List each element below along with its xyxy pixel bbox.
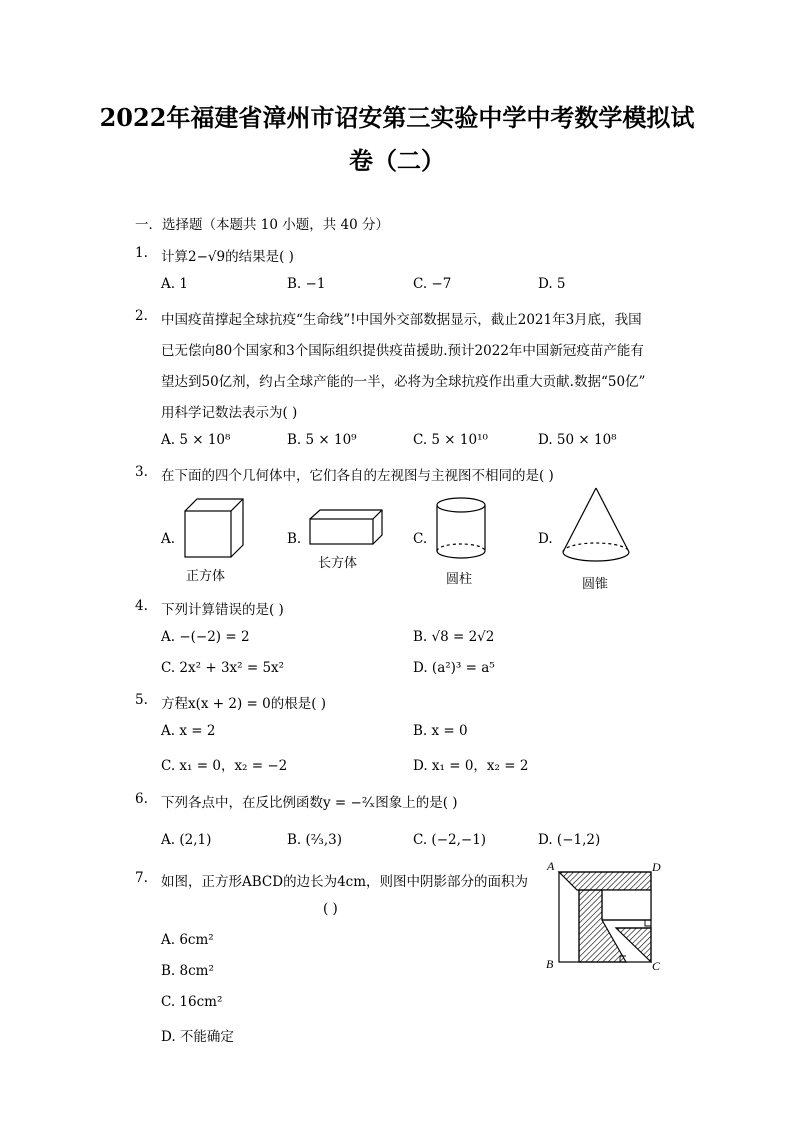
q7-option-b: B. 8cm² xyxy=(161,963,214,979)
square-abcd-figure xyxy=(542,858,668,974)
doc-title-line2: 卷（二） xyxy=(349,146,445,175)
doc-title-line1: 2022年福建省漳州市诏安第三实验中学中考数学模拟试 xyxy=(99,103,695,132)
section-heading: 一．选择题（本题共 10 小题，共 40 分） xyxy=(135,217,390,233)
vertex-label-d: D xyxy=(652,860,661,874)
q4-option-c: C. 2x² + 3x² = 5x² xyxy=(161,660,285,676)
cuboid-label: 长方体 xyxy=(318,556,358,571)
q5-option-b: B. x = 0 xyxy=(413,723,468,739)
q4-option-a: A. −(−2) = 2 xyxy=(161,629,250,645)
q5-option-d: D. x₁ = 0，x₂ = 2 xyxy=(413,758,529,774)
q3-option-a: A. xyxy=(161,531,176,547)
q4-stem: 下列计算错误的是( ) xyxy=(161,602,284,618)
cone-figure xyxy=(560,486,632,568)
q5-option-c: C. x₁ = 0，x₂ = −2 xyxy=(161,758,288,774)
q3-option-b: B. xyxy=(287,531,302,547)
q7-stem-line2: ( ) xyxy=(323,901,338,917)
q4-option-d: D. (a²)³ = a⁵ xyxy=(413,660,495,676)
cuboid-figure xyxy=(308,508,384,546)
q1-option-c: C. −7 xyxy=(413,276,452,292)
q1-option-d: D. 5 xyxy=(538,276,566,292)
q6-number: 6. xyxy=(135,791,148,807)
cube-figure xyxy=(183,497,247,561)
cube-label: 正方体 xyxy=(186,569,226,584)
cylinder-label: 圆柱 xyxy=(446,572,473,587)
q3-stem: 在下面的四个几何体中，它们各自的左视图与主视图不相同的是( ) xyxy=(161,468,554,484)
vertex-label-b: B xyxy=(546,957,554,971)
q2-stem-line2: 已无偿向80个国家和3个国际组织提供疫苗援助.预计2022年中国新冠疫苗产能有 xyxy=(161,343,644,359)
q7-option-a: A. 6cm² xyxy=(161,932,214,948)
q2-number: 2. xyxy=(135,308,148,324)
q7-option-c: C. 16cm² xyxy=(161,994,223,1010)
q2-option-d: D. 50 × 10⁸ xyxy=(538,432,617,448)
q1-option-b: B. −1 xyxy=(287,276,326,292)
q1-stem: 计算2−√9的结果是( ) xyxy=(161,249,294,265)
q3-option-d: D. xyxy=(538,531,553,547)
vertex-label-c: C xyxy=(652,959,661,973)
cylinder-figure xyxy=(434,496,488,562)
q5-option-a: A. x = 2 xyxy=(161,723,216,739)
q4-option-b: B. √8 = 2√2 xyxy=(413,629,495,645)
q7-option-d: D. 不能确定 xyxy=(161,1029,234,1045)
q3-option-c: C. xyxy=(413,531,428,547)
q2-option-c: C. 5 × 10¹⁰ xyxy=(413,432,488,448)
vertex-label-a: A xyxy=(547,859,555,873)
q6-stem: 下列各点中，在反比例函数y = −²⁄ₓ图象上的是( ) xyxy=(161,795,458,811)
q2-option-b: B. 5 × 10⁹ xyxy=(287,432,357,448)
q2-stem-line4: 用科学记数法表示为( ) xyxy=(161,405,298,421)
q1-number: 1. xyxy=(135,245,148,261)
q5-number: 5. xyxy=(135,692,148,708)
q7-number: 7. xyxy=(135,870,148,886)
q5-stem: 方程x(x + 2) = 0的根是( ) xyxy=(161,696,327,712)
q1-option-a: A. 1 xyxy=(161,276,188,292)
q2-option-a: A. 5 × 10⁸ xyxy=(161,432,231,448)
q6-option-b: B. (²⁄₃,3) xyxy=(287,832,342,848)
q6-option-d: D. (−1,2) xyxy=(538,832,601,848)
q3-number: 3. xyxy=(135,464,148,480)
q4-number: 4. xyxy=(135,598,148,614)
q7-stem-line1: 如图，正方形ABCD的边长为4cm，则图中阴影部分的面积为 xyxy=(161,874,529,890)
cone-label: 圆锥 xyxy=(582,577,609,592)
q2-stem-line3: 望达到50亿剂，约占全球产能的一半，必将为全球抗疫作出重大贡献.数据“50亿” xyxy=(161,374,646,390)
q6-option-c: C. (−2,−1) xyxy=(413,832,487,848)
q6-option-a: A. (2,1) xyxy=(161,832,212,848)
q2-stem-line1: 中国疫苗撑起全球抗疫“生命线”!中国外交部数据显示，截止2021年3月底，我国 xyxy=(161,312,642,328)
